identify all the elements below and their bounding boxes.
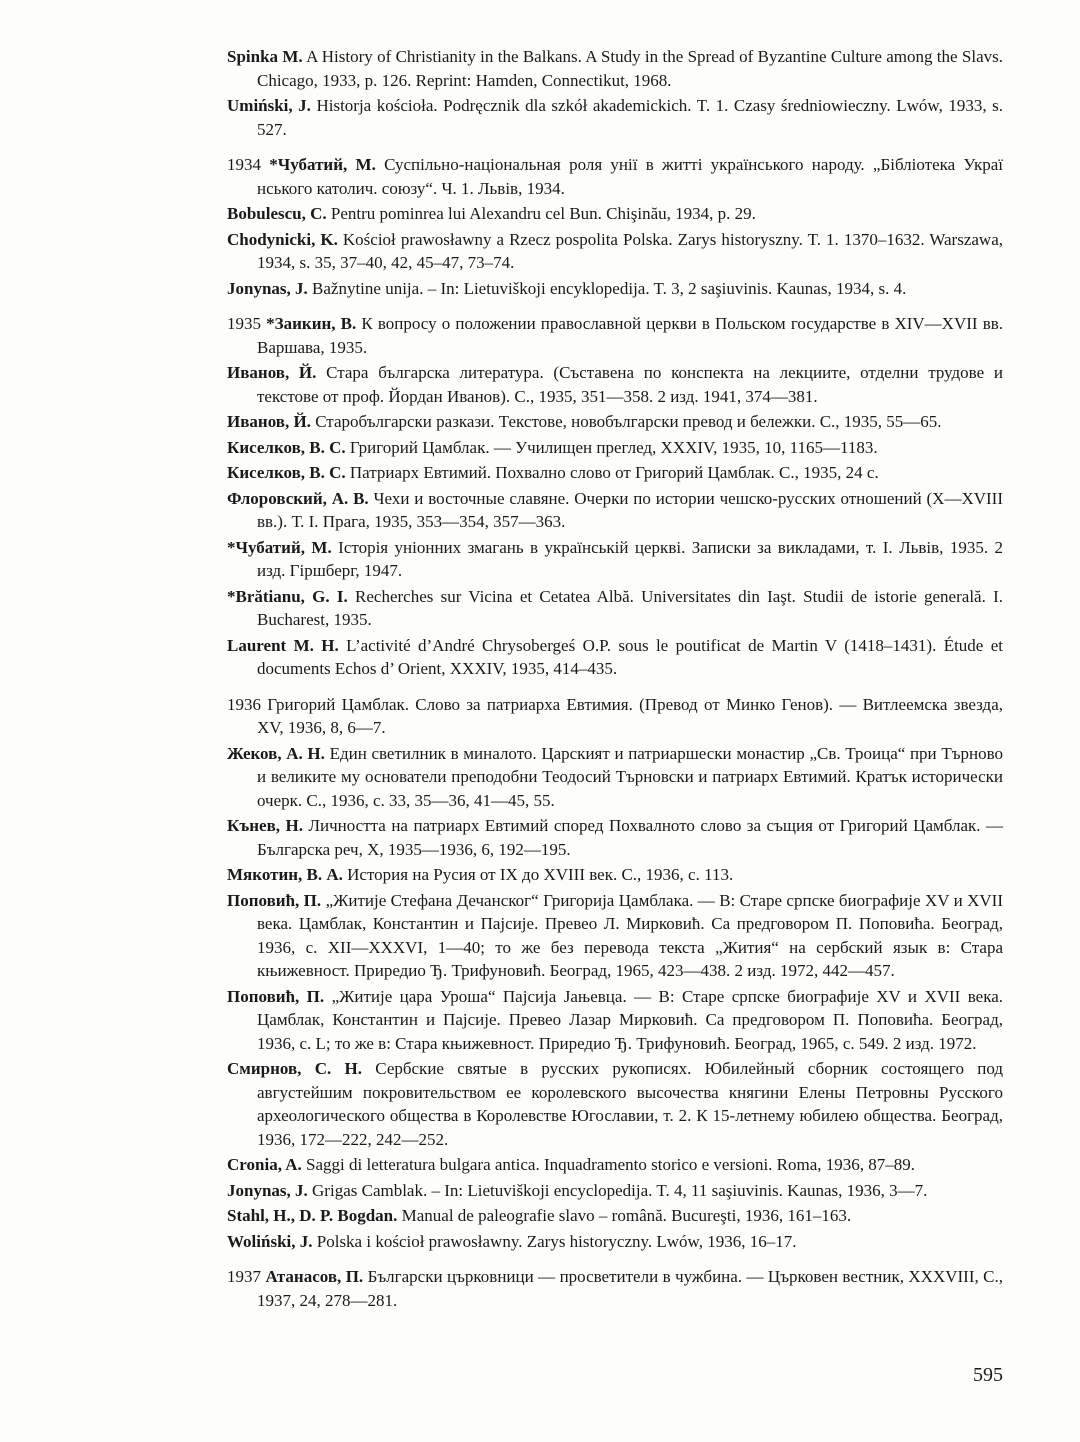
bibliography-entry	[227, 742, 1003, 813]
bibliography-entry	[227, 985, 1003, 1056]
entry-text: Чехи и восточные славяне. Очерки по истории чешско-русских отношений (X—XVIII вв.). Т. I. Прага, 1935, 353—354, 357—363.	[257, 488, 1003, 531]
entry-text: Сербские святые в русских рукописях. Юбилейный сборник состоящего под августейшим покровительством ее королевского высочества княгини Елены Петровны Русского археологического общества в Королевстве Югославии, т. 2. К 15-летнему юбилею общества. Београд, 1936, 172—222, 242—252.	[257, 1059, 1003, 1149]
entry-author: Киселков, В. С.	[227, 437, 346, 457]
bibliography-entry	[227, 436, 1003, 460]
entry-author: *Чубатий, М.	[227, 537, 332, 557]
entry-text: Recherches sur Vicina et Cetatea Albă. Universitates din Iaşt. Studii de istorie generală. I. Bucharest, 1935.	[257, 586, 1003, 629]
entry-text: Григорий Цамблак. — Училищен преглед, XXXIV, 1935, 10, 1165—1183.	[345, 437, 878, 457]
bibliography-entry	[227, 814, 1003, 861]
bibliography-entry	[227, 153, 1003, 200]
entry-group-1935	[227, 312, 1003, 681]
entry-author: Киселков, В. С.	[227, 463, 346, 482]
entry-text: Български църковници — просветители в чужбина. — Църковен вестник, XXXVIII, С., 1937, 24, 278—281.	[257, 1267, 1004, 1310]
entry-author: Иванов, Й.	[227, 363, 317, 382]
entry-year: 1937	[227, 1267, 266, 1286]
bibliography-entry	[227, 1153, 1003, 1177]
entry-text: Личността на патриарх Евтимий според Похвалното слово за същия от Григорий Цамблак. — Българска реч, X, 1935—1936, 6, 192—195.	[257, 816, 1004, 859]
entry-text: L’activité d’André Chrysobergeś O.P. sous le poutificat de Martin V (1418–1431). Étude et documents Echos d’ Orient, XXXIV, 1935, 414–435.	[257, 635, 1004, 678]
bibliography-entry	[227, 585, 1003, 632]
entry-author: *Заикин, В.	[266, 314, 357, 333]
entry-text: Bažnytine unija. – In: Lietuviškoji encyklopedija. T. 3, 2 saşiuvinis. Kaunas, 1934, s. 4.	[307, 278, 907, 298]
entry-text: Grigas Camblak. – In: Lietuviškoji encyclopedija. T. 4, 11 saşiuvinis. Kaunas, 1936, 3—7.	[307, 1180, 928, 1200]
entry-text: „Житије цара Уроша“ Пајсија Јањевца. — В: Старе српске биографије XV и XVII века. Цамблак, Константин и Пајсије. Превео Лазар Мирковић. Са предговором П. Поповића. Београд, 1936, с. L; то же в: Стара књижевност. Приредио Ђ. Трифуновић. Београд, 1965, с. 549. 2 изд. 1972.	[257, 986, 1004, 1053]
entry-author: Laurent M. H.	[227, 635, 339, 655]
entry-text: Історія уніонних змагань в українській церкві. Записки за викладами, т. I. Львів, 1935. 2 изд. Гіршберг, 1947.	[257, 537, 1003, 580]
entry-text: История на Русия от IX до XVIII век. С., 1936, с. 113.	[342, 865, 734, 884]
entry-year: 1936	[227, 694, 268, 714]
bibliography-entry	[227, 634, 1003, 681]
bibliography-entry	[227, 1265, 1003, 1312]
entry-group-1937	[227, 1265, 1003, 1312]
entry-text: Патриарх Евтимий. Похвално слово от Григорий Цамблак. С., 1935, 24 с.	[345, 463, 879, 482]
entry-author: Bobulescu, C.	[227, 204, 327, 223]
entry-author: Woliński, J.	[227, 1231, 313, 1251]
entry-author: *Чубатий, М.	[269, 155, 376, 174]
entry-author: Жеков, А. Н.	[227, 743, 325, 763]
entry-author: Кънев, Н.	[227, 816, 303, 835]
entry-text: Суспільно-національная роля унії в житті українського народу. „Бібліотека Украї нського католич. союзу“. Ч. 1. Львів, 1934.	[257, 155, 1003, 198]
entry-author: Поповић, П.	[227, 890, 322, 910]
bibliography-entry	[227, 94, 1003, 141]
entry-text: Historja kościoła. Podręcznik dla szkół akademickich. T. 1. Czasy średniowieczny. Lwów, 1933, s. 527.	[257, 96, 1003, 139]
entry-author: Spinka M.	[227, 47, 303, 66]
bibliography-entry	[227, 693, 1003, 740]
entry-year: 1935	[227, 314, 267, 333]
entry-author: *Brătianu, G. I.	[227, 586, 348, 606]
entry-author: Jonynas, J.	[227, 1180, 308, 1200]
entry-text: Saggi di letteratura bulgara antica. Inquadramento storico e versioni. Roma, 1936, 87–89.	[301, 1155, 916, 1174]
bibliography-entry	[227, 1179, 1003, 1203]
entry-text: A History of Christianity in the Balkans. A Study in the Spread of Byzantine Culture among the Slavs. Chicago, 1933, p. 126. Reprint: Hamden, Connectikut, 1968.	[257, 47, 1003, 90]
entry-author: Stahl, H., D. P. Bogdan.	[227, 1206, 398, 1225]
page-number: 595	[973, 1364, 1003, 1386]
entry-author: Флоровский, А. В.	[227, 488, 369, 508]
bibliography-list	[227, 45, 1003, 1324]
bibliography-entry	[227, 410, 1003, 434]
entry-year: 1934	[227, 155, 270, 174]
bibliography-entry	[227, 361, 1003, 408]
bibliography-entry	[227, 1204, 1003, 1228]
entry-text: Стара българска литература. (Съставена по конспекта на лекциите, отделни трудове и текстове от проф. Йордан Иванов). С., 1935, 351—358. 2 изд. 1941, 374—381.	[257, 363, 1003, 406]
entry-text: Един светилник в миналото. Царският и патриаршески монастир „Св. Троица“ при Търново и великите му основатели преподобни Теодосий Търновски и патриарх Евтимий. Кратък исторически очерк. С., 1936, с. 33, 35—36, 41—45, 55.	[257, 743, 1004, 810]
bibliography-entry	[227, 1230, 1003, 1254]
entry-text: Старобългарски разкази. Текстове, новобългарски превод и бележки. С., 1935, 55—65.	[310, 412, 942, 431]
entry-author: Смирнов, С. Н.	[227, 1059, 362, 1078]
entry-text: К вопросу о положении православной церкви в Польском государстве в XIV—XVII вв. Варшава, 1935.	[257, 314, 1003, 357]
entry-author: Umiński, J.	[227, 96, 311, 115]
entry-text: „Житије Стефана Дечанског“ Григорија Цамблака. — В: Старе српске биографије XV и XVII века. Цамблак, Константин и Пајсије. Превео Л. Мирковић. Са предговором П. Поповића. Београд, 1936, с. XII—XXXVI, 1—40; то же без перевода текста „Жития“ на сербский язык в: Стара књижевност. Приредио Ђ. Трифуновић. Београд, 1965, 423—438. 2 изд. 1972, 442—457.	[257, 890, 1004, 980]
entry-group-1936	[227, 693, 1003, 1254]
entry-author: Поповић, П.	[227, 986, 325, 1006]
entry-group-1933	[227, 45, 1003, 141]
bibliography-entry	[227, 461, 1003, 485]
entry-author: Атанасов, П.	[265, 1267, 364, 1286]
entry-text: Григорий Цамблак. Слово за патриарха Евтимия. (Превод от Минко Генов). — Витлеемска звезда, XV, 1936, 8, 6—7.	[257, 694, 1003, 737]
entry-text: Pentru pominrea lui Alexandru cel Bun. Chişinău, 1934, p. 29.	[326, 204, 756, 223]
entry-author: Jonynas, J.	[227, 278, 308, 298]
entry-group-1934	[227, 153, 1003, 300]
entry-text: Manual de paleografie slavo – română. Bucureşti, 1936, 161–163.	[397, 1206, 852, 1225]
entry-author: Cronia, A.	[227, 1155, 302, 1174]
bibliography-entry	[227, 863, 1003, 887]
entry-author: Мякотин, В. А.	[227, 865, 343, 884]
entry-author: Chodynicki, K.	[227, 229, 338, 249]
bibliography-entry	[227, 889, 1003, 983]
bibliography-entry	[227, 202, 1003, 226]
entry-text: Kościoł prawosławny a Rzecz pospolita Polska. Zarys historyszny. T. 1. 1370–1632. Warszawa, 1934, s. 35, 37–40, 42, 45–47, 73–74.	[257, 229, 1003, 272]
bibliography-entry	[227, 312, 1003, 359]
entry-author: Иванов, Й.	[227, 412, 311, 431]
bibliography-entry	[227, 487, 1003, 534]
bibliography-entry	[227, 1057, 1003, 1151]
entry-text: Polska i kościoł prawosławny. Zarys historyczny. Lwów, 1936, 16–17.	[312, 1231, 797, 1251]
bibliography-entry	[227, 228, 1003, 275]
bibliography-entry	[227, 536, 1003, 583]
bibliography-entry	[227, 45, 1003, 92]
bibliography-entry	[227, 277, 1003, 301]
